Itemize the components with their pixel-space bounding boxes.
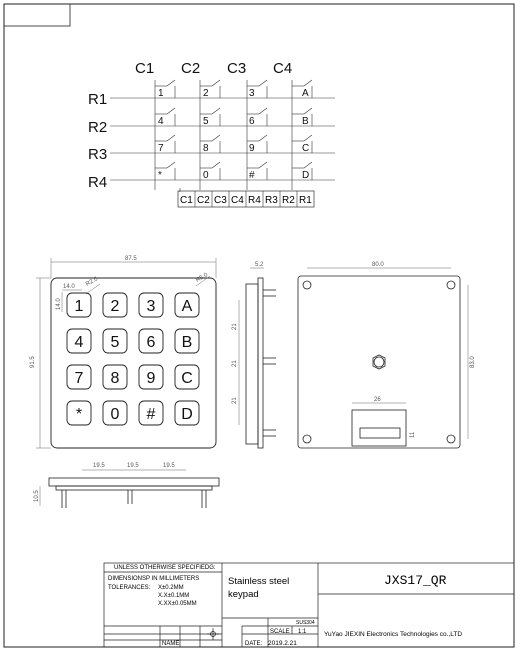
col-label-c4: C4 [273,60,293,77]
tb-date-label: DATE: [245,641,263,647]
pin-label: R2 [282,195,295,206]
tb-name-label: NAME [162,641,180,647]
col-label-c1: C1 [135,60,155,77]
tb-model: JXS17_QR [384,573,447,588]
tb-product: keypad [228,589,259,600]
side-spacing-dim: 21 [232,360,238,367]
pin-label: C4 [231,195,244,206]
front-key-label: * [75,406,83,423]
bottom-height-dim: 10.5 [34,490,40,502]
matrix-key: C [302,143,310,154]
front-key-label: 0 [110,406,120,423]
front-corner-radius: R5.0 [195,272,209,284]
front-height-dim: 91.5 [30,356,36,368]
pin-label: C2 [197,195,210,206]
col-label-c2: C2 [181,60,201,77]
matrix-key-labels [158,88,309,181]
front-width-dim: 87.5 [125,256,137,262]
back-width-dim: 80.0 [372,262,384,268]
matrix-key: 3 [249,88,255,99]
front-key-label: 5 [110,334,120,351]
front-key-grid [67,293,199,425]
row-label-r2: R2 [88,119,108,136]
tb-tol3: X.XX±0.05MM [158,601,197,607]
corner-box [4,4,70,26]
row-label-r1: R1 [88,91,108,108]
front-key-label: 6 [146,334,156,351]
col-label-c3: C3 [227,60,247,77]
front-key-radius: R2.0 [85,276,99,288]
tb-sus: SUS304 [296,620,315,626]
tb-dims: DIMENSIONSP IN MILLIMETERS [108,576,200,582]
front-key-label: B [181,334,193,351]
pinout-strip [178,191,314,207]
connector-height-dim: 11 [410,431,416,438]
matrix-key: D [302,170,310,181]
tb-tol1: X±0.2MM [158,585,184,591]
matrix-key: 6 [249,116,255,127]
front-key-label: 3 [146,298,156,315]
matrix-key: 9 [249,143,255,154]
bottom-view [40,470,219,508]
front-key-label: 8 [110,370,120,387]
front-key-label: 9 [146,370,156,387]
tb-company: YuYao JIEXIN Electronics Technologies co.,LTD [324,631,463,638]
matrix-key: B [302,116,309,127]
tb-scale: 1:1 [298,629,307,635]
tb-unless: UNLESS OTHERWISE SPECIFIEDG: [114,565,216,571]
pin-label: R4 [248,195,261,206]
pin-label: C3 [214,195,227,206]
matrix-key: 1 [158,88,164,99]
matrix-key: 2 [203,88,209,99]
pin-label: R1 [299,195,312,206]
side-top-dim: 5.2 [255,262,264,268]
back-height-dim: 83.0 [470,356,476,368]
front-pitch-x-dim: 14.0 [63,284,75,290]
tb-date: 2019.2.21 [268,640,297,647]
matrix-key: 0 [203,170,209,181]
matrix-key: 7 [158,143,164,154]
tb-tolerances: TOLERANCES: [108,585,151,591]
matrix-key: A [302,88,309,99]
front-key-label: 4 [74,334,84,351]
matrix-key: 8 [203,143,209,154]
pin-label: C1 [180,195,193,206]
matrix-key: 4 [158,116,164,127]
side-spacing-dim: 21 [232,397,238,404]
tb-tol2: X.X±0.1MM [158,593,190,599]
row-label-r3: R3 [88,146,108,163]
side-view [239,268,276,448]
front-key-label: C [181,370,193,387]
side-spacing-dim: 21 [232,323,238,330]
page-border [4,4,514,647]
front-key-label: D [181,406,193,423]
front-key-label: # [146,406,156,423]
front-key-label: 7 [74,370,84,387]
tb-scale-label: SCALE [270,629,290,635]
front-key-label: 2 [110,298,120,315]
bottom-spacing-dim: 19.5 [163,463,175,469]
matrix-key: # [249,170,255,181]
matrix-key: 5 [203,116,209,127]
front-pitch-y-dim: 14.0 [56,298,62,310]
bottom-spacing-dim: 19.5 [127,463,139,469]
pin-label: R3 [265,195,278,206]
row-label-r4: R4 [88,174,108,191]
switch-symbols [155,80,312,180]
tb-material: Stainless steel [228,576,290,587]
front-key-label: A [181,298,193,315]
connector-width-dim: 26 [374,397,381,403]
bottom-spacing-dim: 19.5 [93,463,105,469]
back-view [298,268,468,448]
matrix-key: * [158,170,162,181]
front-key-label: 1 [74,298,84,315]
